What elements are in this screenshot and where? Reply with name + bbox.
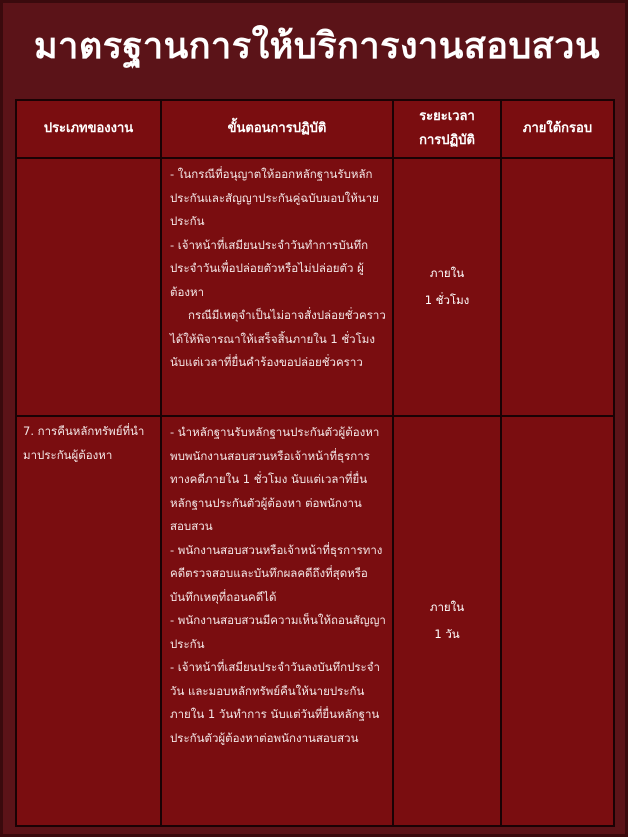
table-row [16, 158, 614, 416]
step-text: - เจ้าหน้าที่เสมียนประจำวันทำการบันทึกประจำวันเพื่อปล่อยตัวหรือไม่ปล่อยตัว ผู้ต้องหา [170, 237, 369, 299]
page-title: มาตรฐานการให้บริการงานสอบสวน [33, 26, 601, 67]
row-type: 7. การคืนหลักทรัพย์ที่นำมาประกันผู้ต้องหา [23, 424, 145, 462]
step-text: - พนักงานสอบสวนหรือเจ้าหน้าที่ธุรการทางคดีตรวจสอบและบันทึกผลคดีถึงที่สุดหรือบันทึกเหตุที่ถอนคดีได้ [170, 542, 383, 604]
row-duration-cell [393, 416, 501, 826]
duration-line2: 1 ชั่วโมง [424, 293, 470, 307]
header-duration-line1: ระยะเวลา [419, 109, 475, 124]
step-text: ทางคดีภายใน 1 ชั่วโมง นับแต่เวลาที่ยื่นหลักฐานประกันตัวผู้ต้องหา ต่อพนักงานสอบสวน [170, 472, 368, 533]
step-text: - พนักงานสอบสวนมีความเห็นให้ถอนสัญญาประกัน [170, 613, 386, 651]
row-duration-cell [393, 158, 501, 416]
row-steps-cell [161, 416, 393, 826]
table-row [16, 416, 614, 826]
row-type-cell [16, 416, 161, 826]
step-text: - นำหลักฐานรับหลักฐานประกันตัวผู้ต้องหา พบพนักงานสอบสวนหรือเจ้าหน้าที่ธุรการ [170, 425, 380, 463]
step-text: - ในกรณีที่อนุญาตให้ออกหลักฐานรับหลักประกันและสัญญาประกันคู่ฉบับมอบให้นายประกัน [170, 167, 379, 228]
service-standards-table [15, 99, 615, 827]
header-frame: ภายใต้กรอบ [501, 100, 614, 158]
duration-line1: ภายใน [429, 600, 465, 614]
row-frame [502, 417, 613, 419]
header-steps: ขั้นตอนการปฏิบัติ [161, 100, 393, 158]
header-duration-line2: การปฏิบัติ [419, 133, 475, 148]
table-header-row [16, 100, 614, 158]
row-steps-cell [161, 158, 393, 416]
duration-line1: ภายใน [429, 266, 465, 280]
row-frame-cell [501, 416, 614, 826]
step-text: กรณีมีเหตุจำเป็นไม่อาจสั่งปล่อยชั่วคราวได้ให้พิจารณาให้เสร็จสิ้นภายใน 1 ชั่วโมง นับแต่เวลาที่ยื่นคำร้องขอปล่อยชั่วคราว [170, 308, 386, 369]
row-type-cell [16, 158, 161, 416]
duration-line2: 1 วัน [434, 627, 460, 641]
row-frame-cell [501, 158, 614, 416]
row-frame [502, 159, 613, 161]
step-text: - เจ้าหน้าที่เสมียนประจำวันลงบันทึกประจำวัน และมอบหลักทรัพย์คืนให้นายประกัน ภายใน 1 วันทำการ นับแต่วันที่ยื่นหลักฐานประกันตัวผู้ต้องหาต่อพนักงานสอบสวน [170, 660, 380, 745]
row-type [17, 159, 160, 161]
header-duration [393, 100, 501, 158]
header-type: ประเภทของงาน [16, 100, 161, 158]
